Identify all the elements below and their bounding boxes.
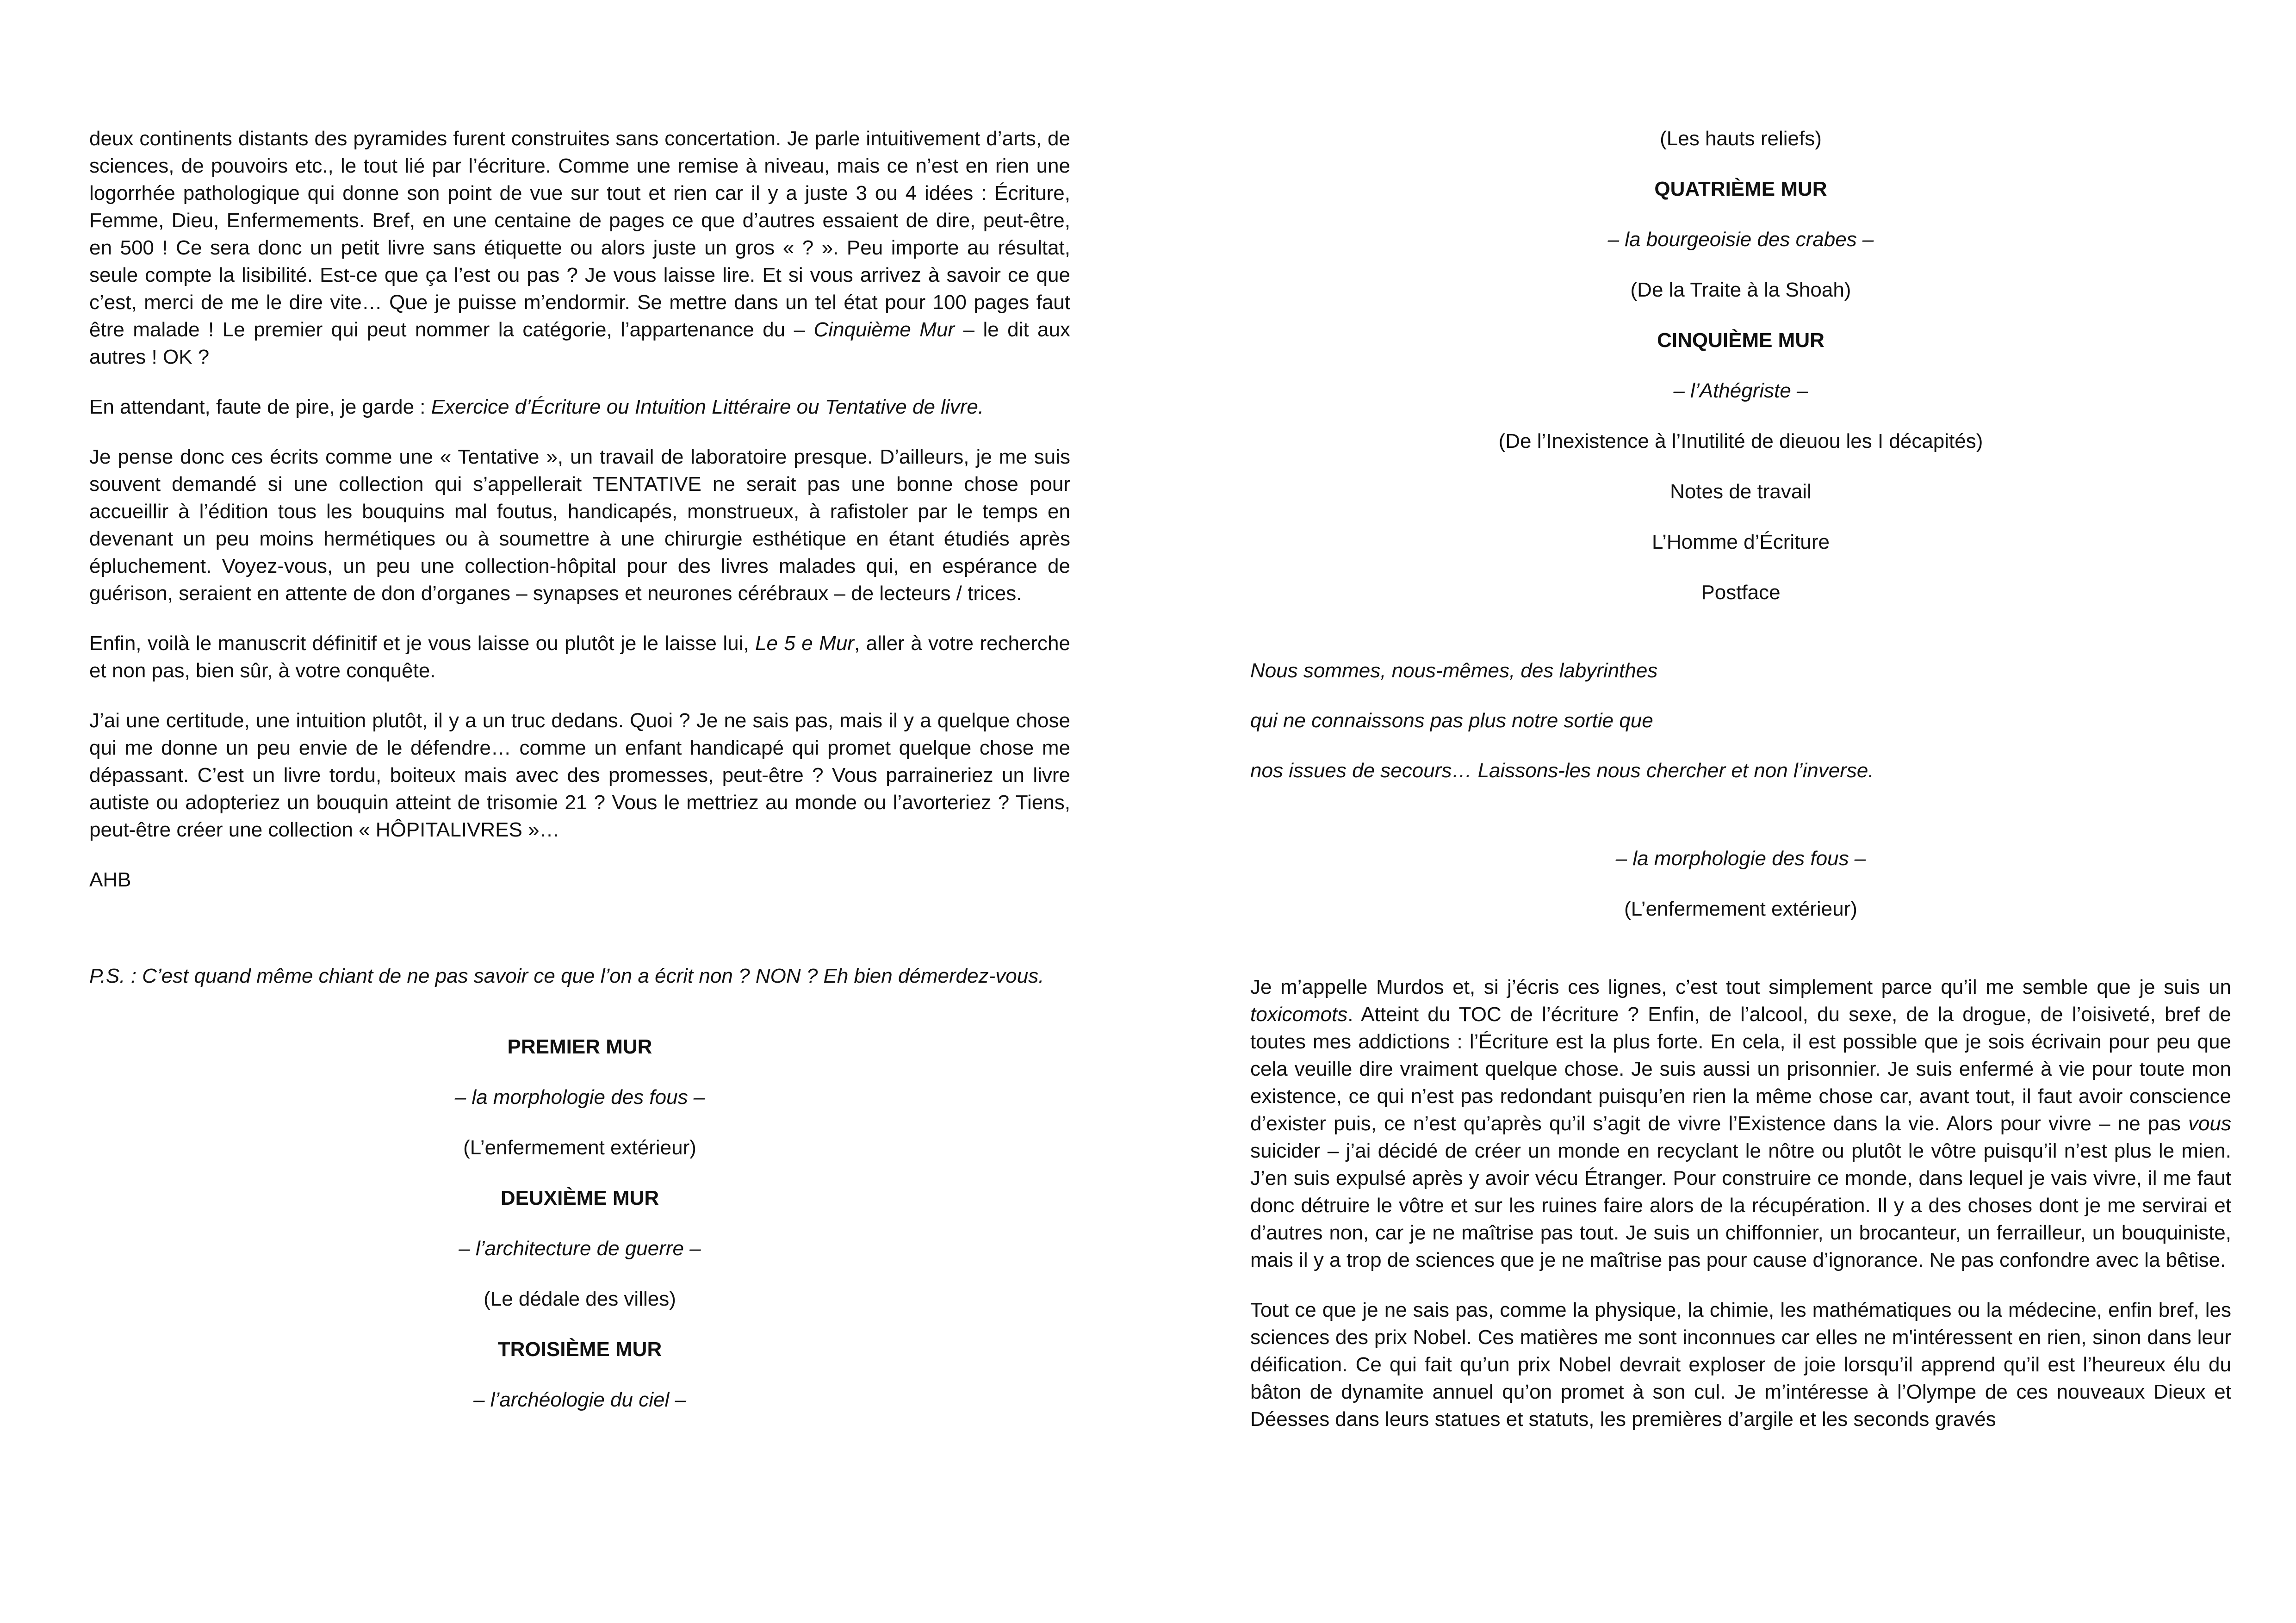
text: – le dit aux autres ! OK ?	[89, 318, 1070, 368]
text: , aller à votre recherche et non pas, bien sûr, à votre conquête.	[89, 632, 1071, 682]
text: deux continents distants des pyramides furent construites sans concertation. Je parle intuitivement d’arts, de sciences, de pouvoirs etc., le tout lié par l’écriture. Comme une remise à niveau, mais ce n’est en rien une logorrhée pathologique qui donne son point de vue sur tout et rien car il y a juste 3 ou 4 idées : Écriture, Femme, Dieu, Enfermements. Bref, en une centaine de pages ce que d’autres essaient de dire, peut-être, en 500 ! Ce sera donc un petit livre sans étiquette ou alors juste un gros « ? ». Peu importe au résultat, seule compte la lisibilité. Est-ce que ça l’est ou pas ? Je vous laisse lire. Et si vous arrivez à savoir ce que c’est, merci de me le dire vite… Que je puisse m’endormir. Se mettre dans un tel état pour 100 pages faut être malade ! Le premier qui peut nommer la catégorie, l’appartenance du –	[89, 127, 1070, 341]
toc-notes: Notes de travail	[1670, 480, 1812, 503]
left-page	[89, 125, 1070, 1437]
paragraph-tentative: Je pense donc ces écrits comme une « Tentative », un travail de laboratoire presque. D’ailleurs, je me suis souvent demandé si une collection qui s’appellerait TENTATIVE ne serait pas une bonne chose pour accueillir à l’édition tous les bouquins mal foutus, handicapés, monstrueux, à rafistoler par le temps en devenant un peu moins hermétiques ou à soumettre à une chirurgie esthétique en étant étudiés après épluchement. Voyez-vous, un peu une collection-hôpital pour des livres malades qui, en espérance de guérison, seraient en attente de don d’organes – synapses et neurones cérébraux – de lecteurs / trices.	[89, 446, 1070, 605]
mur4-title: QUATRIÈME MUR	[1654, 178, 1827, 200]
text: Je m’appelle Murdos et, si j’écris ces lignes, c’est tout simplement parce qu’il me semble que je suis un	[1250, 976, 2231, 998]
mur1-title: PREMIER MUR	[507, 1035, 652, 1058]
signature: AHB	[89, 868, 131, 891]
epigraph-line-3: nos issues de secours… Laissons-les nous chercher et non l’inverse.	[1250, 759, 1874, 782]
epigraph-line-2: qui ne connaissons pas plus notre sortie que	[1250, 709, 1653, 732]
mur2-subtitle: – l’architecture de guerre –	[459, 1237, 701, 1260]
paragraph-intro	[89, 125, 1070, 371]
spacer	[89, 916, 1070, 962]
spacer	[1250, 946, 2231, 973]
paragraph-manuscrit	[89, 630, 1070, 684]
toc-homme-ecriture: L’Homme d’Écriture	[1652, 531, 1830, 553]
italic-text: Exercice d’Écriture ou Intuition Littéraire ou Tentative de livre.	[431, 396, 984, 418]
mur4-parenthetical: (De la Traite à la Shoah)	[1630, 279, 1851, 301]
epigraph-line-1: Nous sommes, nous-mêmes, des labyrinthes	[1250, 659, 1658, 682]
mur3-subtitle: – l’archéologie du ciel –	[473, 1388, 686, 1411]
paragraph-certitude: J’ai une certitude, une intuition plutôt, il y a un truc dedans. Quoi ? Je ne sais pas, mais il y a quelque chose qui me donne un peu envie de le défendre… comme un enfant handicapé qui promet quelque chose me dépassant. C’est un livre tordu, boiteux mais avec des promesses, peut-être ? Vous parraineriez un livre autiste ou adopteriez un bouquin atteint de trisomie 21 ? Vous le mettriez au monde ou l’avorteriez ? Tiens, peut-être créer une collection « HÔPITALIVRES »…	[89, 709, 1070, 841]
mur5-subtitle: – l’Athégriste –	[1673, 379, 1808, 402]
italic-word: toxicomots	[1250, 1003, 1348, 1026]
italic-title: Le 5 e Mur	[755, 632, 854, 655]
text: Enfin, voilà le manuscrit définitif et je vous laisse ou plutôt je le laisse lui,	[89, 632, 756, 655]
mur3-parenthetical: (Les hauts reliefs)	[1660, 127, 1822, 150]
section-subtitle: – la morphologie des fous –	[1615, 847, 1866, 870]
mur1-parenthetical: (L’enfermement extérieur)	[463, 1136, 696, 1159]
toc-postface: Postface	[1701, 581, 1781, 604]
paragraph-murdos	[1250, 973, 2231, 1274]
text: suicider – j’ai décidé de créer un monde en recyclant le nôtre ou plutôt le vôtre puisqu’il n’est plus le mien. J’en suis expulsé après y avoir vécu Étranger. Pour construire ce monde, dans lequel je vais vivre, il me faut donc détruire le vôtre et sur les ruines faire alors de la récupération. Il y a des choses dont je me servirai et d’autres non, car je ne maîtrise pas tout. Je suis un chiffonnier, un brocanteur, un ferrailleur, un bouquiniste, mais il y a trop de sciences que je ne maîtrise pas pour cause d’ignorance. Ne pas confondre avec la bêtise.	[1250, 1140, 2231, 1271]
right-page	[1250, 125, 2231, 1456]
mur5-parenthetical: (De l’Inexistence à l’Inutilité de dieuou les I décapités)	[1498, 430, 1983, 452]
text: En attendant, faute de pire, je garde :	[89, 396, 431, 418]
spacer	[1250, 807, 2231, 845]
mur2-title: DEUXIÈME MUR	[500, 1187, 659, 1209]
mur3-title: TROISIÈME MUR	[497, 1338, 662, 1361]
mur1-subtitle: – la morphologie des fous –	[454, 1086, 705, 1109]
italic-title: Cinquième Mur	[813, 318, 955, 341]
italic-word: vous	[2188, 1112, 2231, 1135]
spacer	[89, 1012, 1070, 1033]
mur4-subtitle: – la bourgeoisie des crabes –	[1607, 228, 1874, 251]
spacer	[1250, 629, 2231, 657]
section-parenthetical: (L’enfermement extérieur)	[1624, 898, 1857, 920]
mur5-title: CINQUIÈME MUR	[1657, 329, 1824, 352]
paragraph-sciences: Tout ce que je ne sais pas, comme la physique, la chimie, les mathématiques ou la médecine, enfin bref, les sciences des prix Nobel. Ces matières me sont inconnues car elles ne m'intéressent en rien, sinon dans leur déification. Ce qui fait qu’un prix Nobel devrait exploser de joie lorsqu’il apprend qu’il est l’heureux élu du bâton de dynamite annuel qu’on promet à son cul. Je m’intéresse à l’Olympe de ces nouveaux Dieux et Déesses dans leurs statues et statuts, les premières d’argile et les seconds gravés	[1250, 1299, 2231, 1431]
postscript: P.S. : C’est quand même chiant de ne pas savoir ce que l’on a écrit non ? NON ? Eh bien démerdez-vous.	[89, 965, 1044, 987]
text: . Atteint du TOC de l’écriture ? Enfin, de l’alcool, du sexe, de la drogue, de l’oisiveté, bref de toutes mes addictions : l’Écriture est la plus forte. En cela, il est possible que je sois écrivain pour peu que cela veuille dire vraiment quelque chose. Je suis aussi un prisonnier. Je suis enfermé à vie pour toute mon existence, ce qui n’est pas redondant puisqu’en rien la même chose car, avant tout, il faut avoir conscience d’exister puis, ce n’est qu’après qu’il s’agit de vivre l’Existence dans la vie. Alors pour vivre – ne pas	[1250, 1003, 2231, 1135]
mur2-parenthetical: (Le dédale des villes)	[484, 1288, 676, 1310]
paragraph-attente	[89, 393, 1070, 421]
